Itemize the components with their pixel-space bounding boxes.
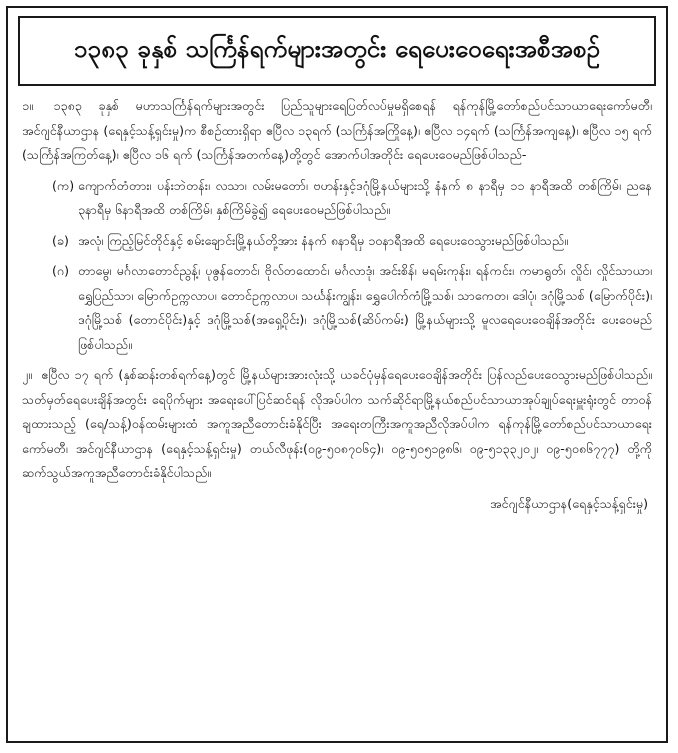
list-item-kha-mark: (ခ) [52, 232, 69, 248]
list-item-kha [22, 229, 652, 254]
paragraph-1-text: ၁၃၈၃ ခုနှစ် မဟာသင်္ကြန်ရက်များအတွင်း ပြည်သူများရေပြတ်လပ်မှုမရှိစေရန် ရန်ကုန်မြို့တော်စည်ပင်သာယာရေးကော်မတီ၊ အင်ဂျင်နီယာဌာန (ရေနှင့်သန့်ရှင်းမှု)က စီစဉ်ထားရှိရာ ဧပြီလ ၁၃ရက် (သင်္ကြန်အကြိုနေ့)၊ ဧပြီလ ၁၄ရက် (သင်္ကြန်အကျနေ့)၊ ဧပြီလ ၁၅ ရက် (သင်္ကြန်အကြတ်နေ့)၊ ဧပြီလ ၁၆ ရက် (သင်္ကြန်အတက်နေ့)တို့တွင် အောက်ပါအတိုင်း ရေပေးဝေမည်ဖြစ်ပါသည်- [22, 98, 652, 162]
paragraph-2 [22, 363, 652, 486]
list-item-ka [22, 174, 652, 223]
notice-box [6, 6, 668, 743]
paragraph-2-text: ဧပြီလ ၁၇ ရက် (နှစ်ဆန်းတစ်ရက်နေ့)တွင် မြို့နယ်များအားလုံးသို့ ယခင်ပုံမှန်ရေပေးဝေချိန်အတိုင်း ပြန်လည်ပေးဝေသွားမည်ဖြစ်ပါသည်။ သတ်မှတ်ရေပေးချိန်အတွင်း ရေပိုက်များ အရေးပေါ်ပြင်ဆင်ရန် လိုအပ်ပါက သက်ဆိုင်ရာမြို့နယ်စည်ပင်သာယာအုပ်ချုပ်ရေးမှူးရုံးတွင် တာဝန်ချထားသည့် (ရေ/သန့်)ဝန်ထမ်းများထံ အကူအညီတောင်းခံနိုင်ပြီး အရေးတကြီးအကူအညီလိုအပ်ပါက ရန်ကုန်မြို့တော်စည်ပင်သာယာရေးကော်မတီ၊ အင်ဂျင်နီယာဌာန (ရေနှင့်သန့်ရှင်းမှု) တယ်လီဖုန်း(၀၉-၅၀၈၇၀၆၄)၊ ၀၉-၅၀၅၁၉၈၆၊ ၀၉-၅၁၃၃၂၀၂၊ ၀၉-၅၀၈၆၇၇၇) တို့ကို ဆက်သွယ်အကူအညီတောင်းခံနိုင်ပါသည်။ [22, 367, 652, 480]
title-box [18, 16, 656, 86]
signature: အင်ဂျင်နီယာဌာန(ရေနှင့်သန့်ရှင်းမှု) [489, 495, 648, 511]
list-item-kha-text: အလုံ၊ ကြည့်မြင်တိုင်နှင့် စမ်းချောင်းမြို့နယ်တို့အား နံနက် ၈နာရီမှ ၁၀နာရီအထိ ရေပေးဝေသွားမည်ဖြစ်ပါသည်။ [78, 232, 569, 248]
list-item-ga-text: တာမွေ၊ မင်္ဂလာတောင်ညွန့်၊ ပုဇွန်တောင်၊ ဗိုလ်တထောင်၊ မင်္ဂလာဒုံ၊ အင်းစိန်၊ မရမ်းကုန်း၊ ရန်ကင်း၊ ကမာရွတ်၊ လှိုင်၊ လှိုင်သာယာ၊ ရွှေပြည်သာ၊ မြောက်ဥက္ကလာပ၊ တောင်ဥက္ကလာပ၊ သင်္ဃန်းကျွန်း၊ ရွှေပေါက်ကံမြို့သစ်၊ သာကေတ၊ ဒေါပုံ၊ ဒဂုံမြို့သစ် (မြောက်ပိုင်း)၊ ဒဂုံမြို့သစ် (တောင်ပိုင်း)နှင့် ဒဂုံမြို့သစ်(အရှေ့ပိုင်း)၊ ဒဂုံမြို့သစ်(ဆိပ်ကမ်း) မြို့နယ်များသို့ မူလရေပေးဝေချိန်အတိုင်း ပေးဝေမည်ဖြစ်ပါသည်။ [78, 263, 652, 352]
list-item-ka-mark: (က) [52, 177, 75, 193]
paragraph-1 [22, 94, 652, 168]
paragraph-1-number: ၁။ [22, 98, 33, 113]
notice-content [8, 86, 666, 516]
paragraph-2-number: ၂။ [22, 367, 32, 382]
list-item-ka-text: ကျောက်တံတား၊ ပန်းဘဲတန်း၊ လသာ၊ လမ်းမတော်၊ ဗဟန်းနှင့်ဒဂုံမြို့နယ်များသို့ နံနက် ၈ နာရီမှ ၁၁ နာရီအထိ တစ်ကြိမ်၊ ညနေ ၃နာရီမှ ၆နာရီအထိ တစ်ကြိမ်၊ နှစ်ကြိမ်ခွဲ၍ ရေပေးဝေမည်ဖြစ်ပါသည်။ [78, 177, 652, 217]
notice-title: ၁၃၈၃ ခုနှစ် သင်္ကြန်ရက်များအတွင်း ရေပေးဝေရေးအစီအစဉ် [73, 35, 601, 63]
list-item-ga [22, 259, 652, 357]
list-item-ga-mark: (ဂ) [52, 263, 70, 278]
